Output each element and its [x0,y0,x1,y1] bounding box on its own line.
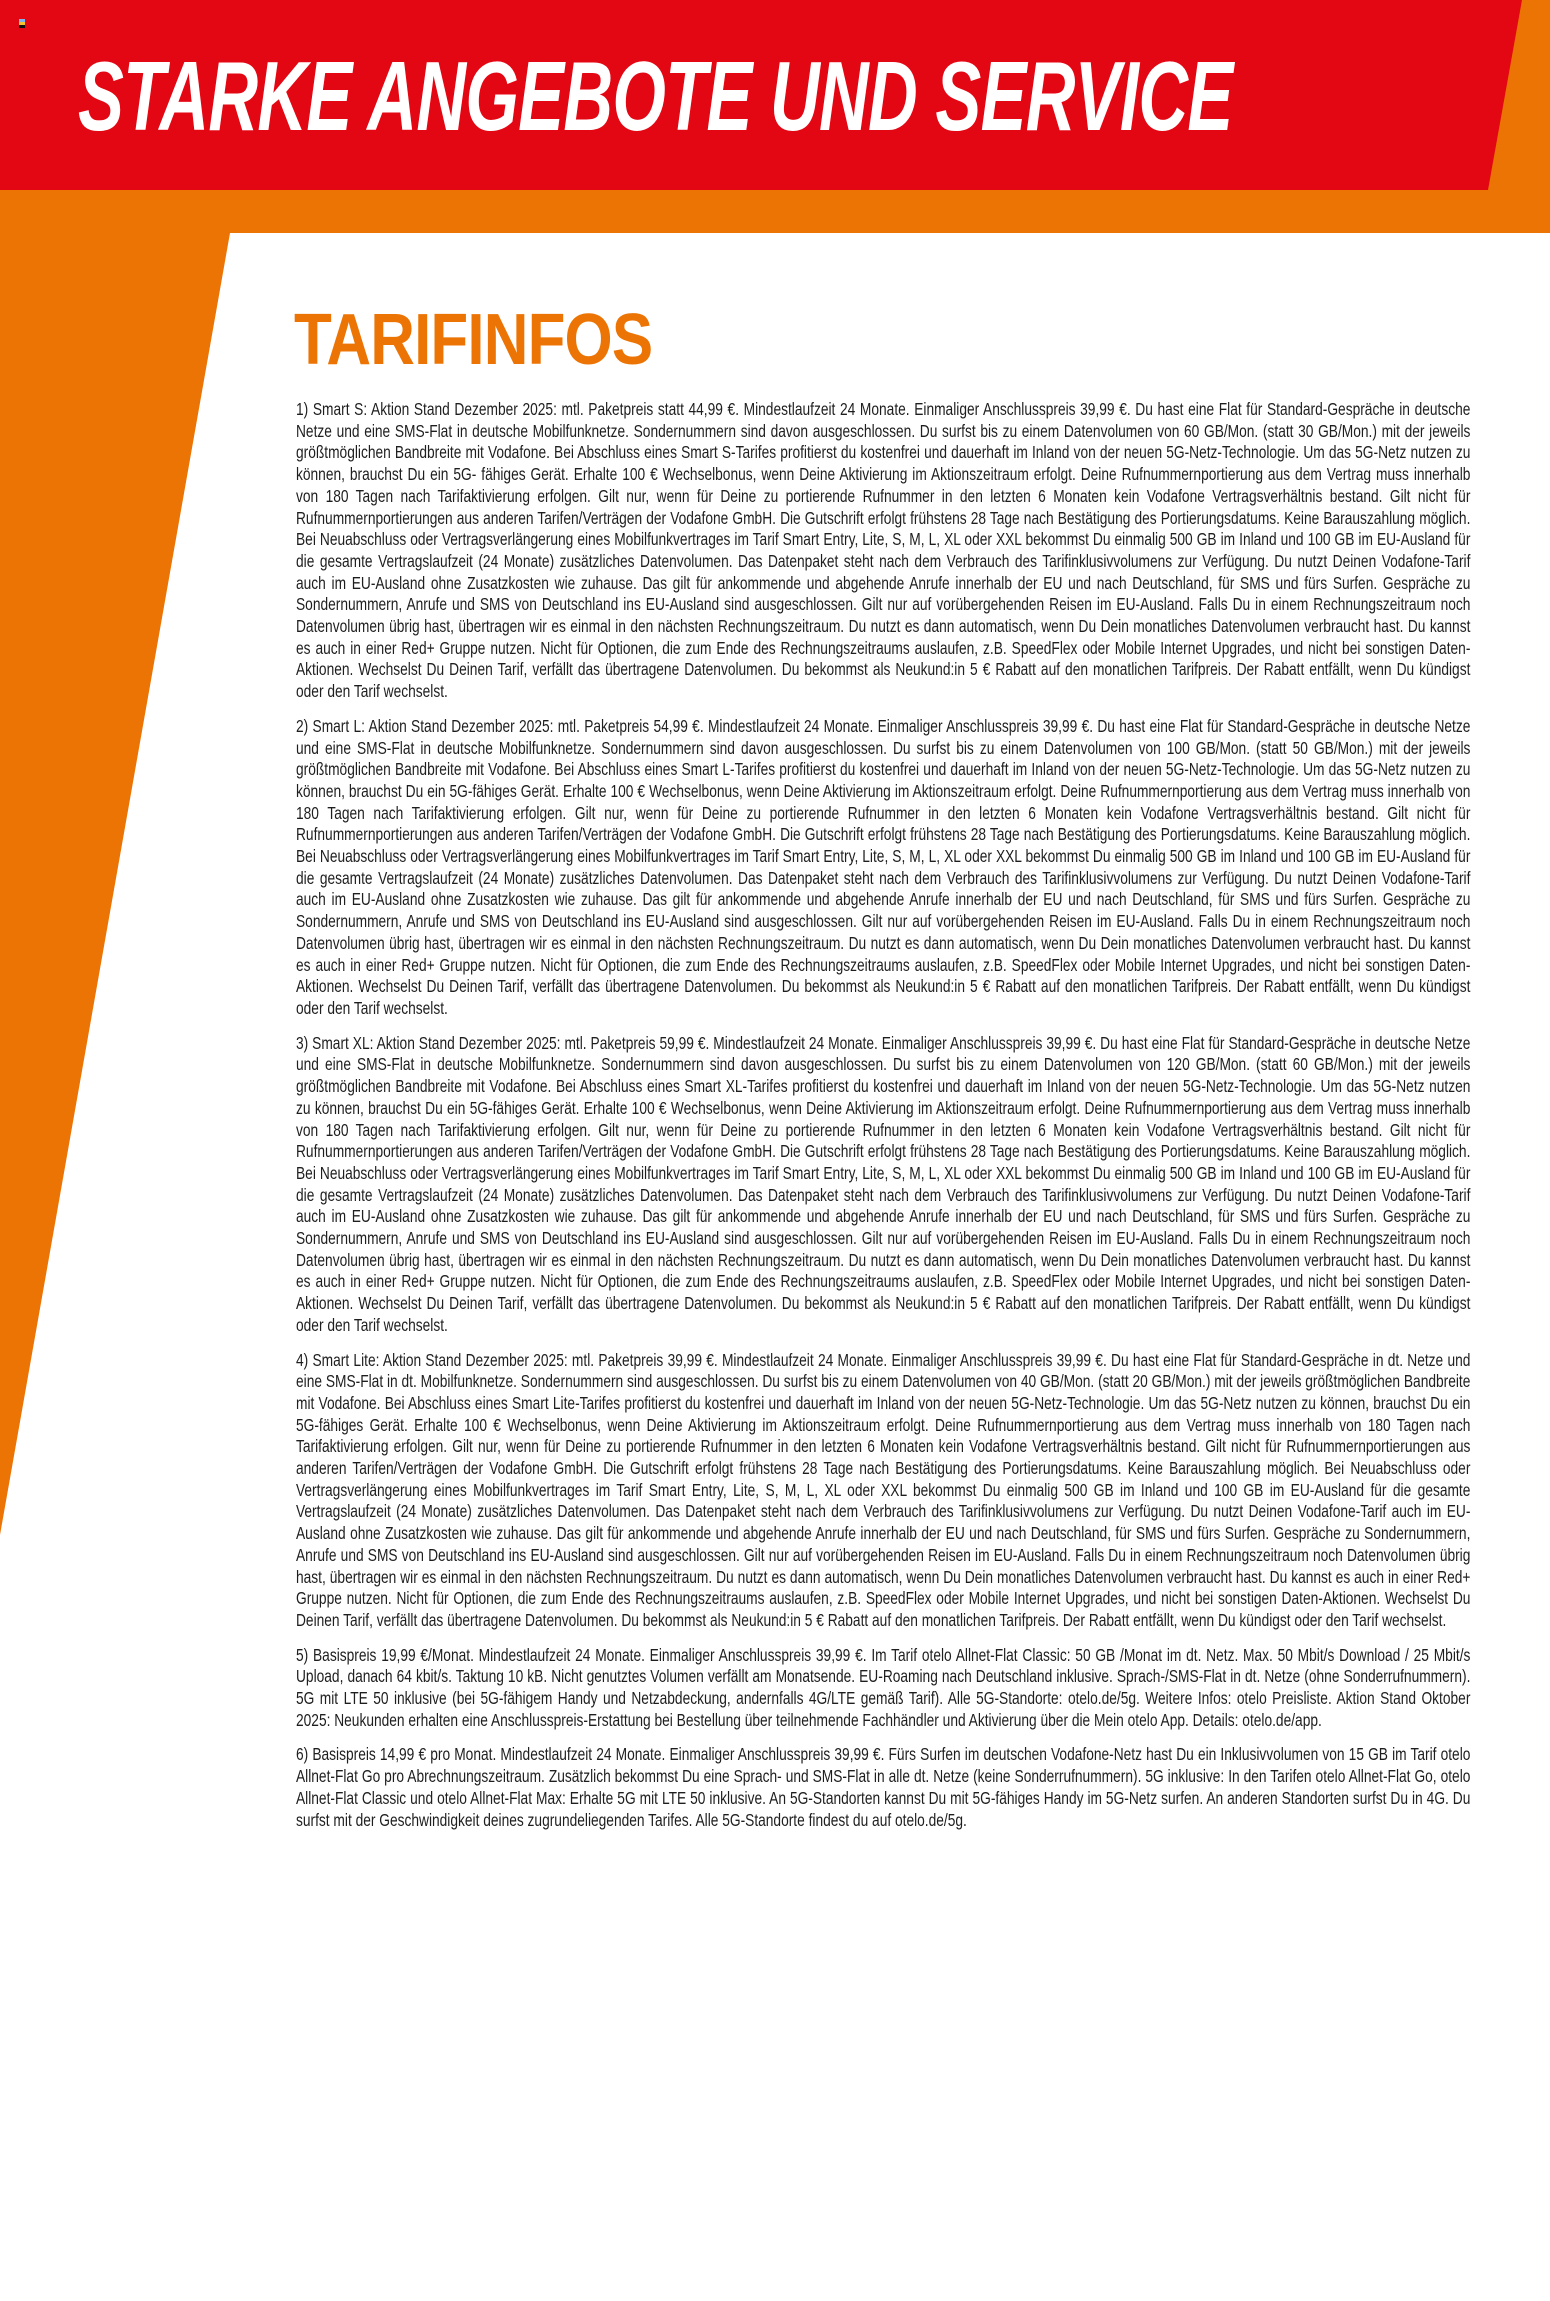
tariff-note-smart-l: 2) Smart L: Aktion Stand Dezember 2025: mtl. Paketpreis 54,99 €. Mindestlaufzeit 24 Monate. Einmaliger Anschlusspreis 39,99 €. Du hast eine Flat für Standard-Gespräche in deutsche Netze und eine SMS-Flat in deutsche Mobilfunknetze. Sondernummern sind davon ausgeschlossen. Du surfst bis zu einem Datenvolumen von 100 GB/Mon. (statt 50 GB/Mon.) mit der jeweils größtmöglichen Bandbreite mit Vodafone. Bei Abschluss eines Smart L-Tarifes profitierst du kostenfrei und dauerhaft im Inland von der neuen 5G-Netz-Technologie. Um das 5G-Netz nutzen zu können, brauchst Du ein 5G-fähiges Gerät. Erhalte 100 € Wechselbonus, wenn Deine Aktivierung im Aktionszeitraum erfolgt. Deine Rufnummernportierung aus dem Vertrag muss innerhalb von 180 Tagen nach Tarifaktivierung erfolgen. Gilt nur, wenn für Deine zu portierende Rufnummer in den letzten 6 Monaten kein Vodafone Vertragsverhältnis bestand. Gilt nicht für Rufnummernportierungen aus anderen Tarifen/Verträgen der Vodafone GmbH. Die Gutschrift erfolgt frühstens 28 Tage nach Bestätigung des Portierungsdatums. Keine Barauszahlung möglich. Bei Neuabschluss oder Vertragsverlängerung eines Mobilfunkvertrages im Tarif Smart Entry, Lite, S, M, L, XL oder XXL bekommst Du einmalig 500 GB im Inland und 100 GB im EU-Ausland für die gesamte Vertragslaufzeit (24 Monate) zusätzliches Datenvolumen. Das Datenpaket steht nach dem Verbrauch des Tarifinklusivvolumens zur Verfügung. Du nutzt Deinen Vodafone-Tarif auch im EU-Ausland ohne Zusatzkosten wie zuhause. Das gilt für ankommende und abgehende Anrufe innerhalb der EU und nach Deutschland, für SMS und fürs Surfen. Gespräche zu Sondernummern, Anrufe und SMS von Deutschland ins EU-Ausland sind ausgeschlossen. Gilt nur auf vorübergehenden Reisen im EU-Ausland. Falls Du in einem Rechnungszeitraum noch Datenvolumen übrig hast, übertragen wir es einmal in den nächsten Rechnungszeitraum. Du nutzt es dann automatisch, wenn Du Dein monatliches Datenvolumen verbraucht hast. Du kannst es auch in einer Red+ Gruppe nutzen. Nicht für Optionen, die zum Ende des Rechnungszeitraums auslaufen, z.B. SpeedFlex oder Mobile Internet Upgrades, und nicht bei sonstigen Daten-Aktionen. Wechselst Du Deinen Tarif, verfällt das übertragene Datenvolumen. Du bekommst als Neukund:in 5 € Rabatt auf den monatlichen Tarifpreis. Der Rabatt entfällt, wenn Du kündigst oder den Tarif wechselst. [296,715,1471,1018]
banner-headline: STARKE ANGEBOTE UND SERVICE [78,41,1233,151]
tariff-note-smart-s: 1) Smart S: Aktion Stand Dezember 2025: mtl. Paketpreis statt 44,99 €. Mindestlaufzeit 24 Monate. Einmaliger Anschlusspreis 39,99 €. Du hast eine Flat für Standard-Gespräche in deutsche Netze und eine SMS-Flat in deutsche Mobilfunknetze. Sondernummern sind davon ausgeschlossen. Du surfst bis zu einem Datenvolumen von 60 GB/Mon. (statt 30 GB/Mon.) mit der jeweils größtmöglichen Bandbreite mit Vodafone. Bei Abschluss eines Smart S-Tarifes profitierst du kostenfrei und dauerhaft im Inland von der neuen 5G-Netz-Technologie. Um das 5G-Netz nutzen zu können, brauchst Du ein 5G- fähiges Gerät. Erhalte 100 € Wechselbonus, wenn Deine Aktivierung im Aktionszeitraum erfolgt. Deine Rufnummernportierung aus dem Vertrag muss innerhalb von 180 Tagen nach Tarifaktivierung erfolgen. Gilt nur, wenn für Deine zu portierende Rufnummer in den letzten 6 Monaten kein Vodafone Vertragsverhältnis bestand. Gilt nicht für Rufnummernportierungen aus anderen Tarifen/Verträgen der Vodafone GmbH. Die Gutschrift erfolgt frühstens 28 Tage nach Bestätigung des Portierungsdatums. Keine Barauszahlung möglich. Bei Neuabschluss oder Vertragsverlängerung eines Mobilfunkvertrages im Tarif Smart Entry, Lite, S, M, L, XL oder XXL bekommst Du einmalig 500 GB im Inland und 100 GB im EU-Ausland für die gesamte Vertragslaufzeit (24 Monate) zusätzliches Datenvolumen. Das Datenpaket steht nach dem Verbrauch des Tarifinklusivvolumens zur Verfügung. Du nutzt Deinen Vodafone-Tarif auch im EU-Ausland ohne Zusatzkosten wie zuhause. Das gilt für ankommende und abgehende Anrufe innerhalb der EU und nach Deutschland, für SMS und fürs Surfen. Gespräche zu Sondernummern, Anrufe und SMS von Deutschland ins EU-Ausland sind ausgeschlossen. Gilt nur auf vorübergehenden Reisen im EU-Ausland. Falls Du in einem Rechnungszeitraum noch Datenvolumen übrig hast, übertragen wir es einmal in den nächsten Rechnungszeitraum. Du nutzt es dann automatisch, wenn Du Dein monatliches Datenvolumen verbraucht hast. Du kannst es auch in einer Red+ Gruppe nutzen. Nicht für Optionen, die zum Ende des Rechnungszeitraums auslaufen, z.B. SpeedFlex oder Mobile Internet Upgrades, und nicht bei sonstigen Daten-Aktionen. Wechselst Du Deinen Tarif, verfällt das übertragene Datenvolumen. Du bekommst als Neukund:in 5 € Rabatt auf den monatlichen Tarifpreis. Der Rabatt entfällt, wenn Du kündigst oder den Tarif wechselst. [296,399,1471,702]
tariff-note-otelo-go: 6) Basispreis 14,99 € pro Monat. Mindestlaufzeit 24 Monate. Einmaliger Anschlusspreis 39,99 €. Fürs Surfen im deutschen Vodafone-Netz hast Du ein Inklusivvolumen von 15 GB im Tarif otelo Allnet-Flat Go pro Abrechnungszeitraum. Zusätzlich bekommst Du eine Sprach- und SMS-Flat in alle dt. Netze (keine Sonderrufnummern). 5G inklusive: In den Tarifen otelo Allnet-Flat Go, otelo Allnet-Flat Classic und otelo Allnet-Flat Max: Erhalte 5G mit LTE 50 inklusive. An 5G-Standorten kannst Du mit 5G-fähiges Handy im 5G-Netz surfen. An anderen Standorten surfst Du in 4G. Du surfst mit der Geschwindigkeit deines zugrundeliegenden Tarifes. Alle 5G-Standorte findest du auf otelo.de/5g. [296,1744,1471,1830]
tariff-note-otelo-classic: 5) Basispreis 19,99 €/Monat. Mindestlaufzeit 24 Monate. Einmaliger Anschlusspreis 39,99 €. Im Tarif otelo Allnet-Flat Classic: 50 GB /Monat im dt. Netz. Max. 50 Mbit/s Download / 25 Mbit/s Upload, danach 64 kbit/s. Taktung 10 kB. Nicht genutztes Volumen verfällt am Monatsende. EU-Roaming nach Deutschland inklusive. Sprach-/SMS-Flat in dt. Netze (ohne Sonderrufnummern). 5G mit LTE 50 inklusive (bei 5G-fähigem Handy und Netzabdeckung, andernfalls 4G/LTE gemäß Tarif). Alle 5G-Standorte: otelo.de/5g. Weitere Infos: otelo Preisliste. Aktion Stand Oktober 2025: Neukunden erhalten eine Anschlusspreis-Erstattung bei Bestellung über teilnehmende Fachhändler und Aktivierung über die Mein otelo App. Details: otelo.de/app. [296,1644,1471,1730]
tariff-note-smart-lite: 4) Smart Lite: Aktion Stand Dezember 2025: mtl. Paketpreis 39,99 €. Mindestlaufzeit 24 Monate. Einmaliger Anschlusspreis 39,99 €. Du hast eine Flat für Standard-Gespräche in dt. Netze und eine SMS-Flat in dt. Mobilfunknetze. Sondernummern sind ausgeschlossen. Du surfst bis zu einem Datenvolumen von 40 GB/Mon. (statt 20 GB/Mon.) mit der jeweils größtmöglichen Bandbreite mit Vodafone. Bei Abschluss eines Smart Lite-Tarifes profitierst du kostenfrei und dauerhaft im Inland von der neuen 5G-Netz-Technologie. Um das 5G-Netz nutzen zu können, brauchst Du ein 5G-fähiges Gerät. Erhalte 100 € Wechselbonus, wenn Deine Aktivierung im Aktionszeitraum erfolgt. Deine Rufnummernportierung aus dem Vertrag muss innerhalb von 180 Tagen nach Tarifaktivierung erfolgen. Gilt nur, wenn für Deine zu portierende Rufnummer in den letzten 6 Monaten kein Vodafone Vertragsverhältnis bestand. Gilt nicht für Rufnummernportierungen aus anderen Tarifen/Verträgen der Vodafone GmbH. Die Gutschrift erfolgt frühstens 28 Tage nach Bestätigung des Portierungsdatums. Keine Barauszahlung möglich. Bei Neuabschluss oder Vertragsverlängerung eines Mobilfunkvertrages im Tarif Smart Entry, Lite, S, M, L, XL oder XXL bekommst Du einmalig 500 GB im Inland und 100 GB im EU-Ausland für die gesamte Vertragslaufzeit (24 Monate) zusätzliches Datenvolumen. Das Datenpaket steht nach dem Verbrauch des Tarifinklusivvolumens zur Verfügung. Du nutzt Deinen Vodafone-Tarif auch im EU-Ausland ohne Zusatzkosten wie zuhause. Das gilt für ankommende und abgehende Anrufe innerhalb der EU und nach Deutschland, für SMS und fürs Surfen. Gespräche zu Sondernummern, Anrufe und SMS von Deutschland ins EU-Ausland sind ausgeschlossen. Gilt nur auf vorübergehenden Reisen im EU-Ausland. Falls Du in einem Rechnungszeitraum noch Datenvolumen übrig hast, übertragen wir es einmal in den nächsten Rechnungszeitraum. Du nutzt es dann automatisch, wenn Du Dein monatliches Datenvolumen verbraucht hast. Du kannst es auch in einer Red+ Gruppe nutzen. Nicht für Optionen, die zum Ende des Rechnungszeitraums auslaufen, z.B. SpeedFlex oder Mobile Internet Upgrades, und nicht bei sonstigen Daten-Aktionen. Wechselst Du Deinen Tarif, verfällt das übertragene Datenvolumen. Du bekommst als Neukund:in 5 € Rabatt auf den monatlichen Tarifpreis. Der Rabatt entfällt, wenn Du kündigst oder den Tarif wechselst. [296,1349,1471,1630]
registration-mark-icon [19,19,25,28]
section-title: TARIFINFOS [294,300,653,380]
tariff-note-smart-xl: 3) Smart XL: Aktion Stand Dezember 2025: mtl. Paketpreis 59,99 €. Mindestlaufzeit 24 Monate. Einmaliger Anschlusspreis 39,99 €. Du hast eine Flat für Standard-Gespräche in deutsche Netze und eine SMS-Flat in deutsche Mobilfunknetze. Sondernummern sind davon ausgeschlossen. Du surfst bis zu einem Datenvolumen von 120 GB/Mon. (statt 60 GB/Mon.) mit der jeweils größtmöglichen Bandbreite mit Vodafone. Bei Abschluss eines Smart XL-Tarifes profitierst du kostenfrei und dauerhaft im Inland von der neuen 5G-Netz-Technologie. Um das 5G-Netz nutzen zu können, brauchst Du ein 5G-fähiges Gerät. Erhalte 100 € Wechselbonus, wenn Deine Aktivierung im Aktionszeitraum erfolgt. Deine Rufnummernportierung aus dem Vertrag muss innerhalb von 180 Tagen nach Tarifaktivierung erfolgen. Gilt nur, wenn für Deine zu portierende Rufnummer in den letzten 6 Monaten kein Vodafone Vertragsverhältnis bestand. Gilt nicht für Rufnummernportierungen aus anderen Tarifen/Verträgen der Vodafone GmbH. Die Gutschrift erfolgt frühstens 28 Tage nach Bestätigung des Portierungsdatums. Keine Barauszahlung möglich. Bei Neuabschluss oder Vertragsverlängerung eines Mobilfunkvertrages im Tarif Smart Entry, Lite, S, M, L, XL oder XXL bekommst Du einmalig 500 GB im Inland und 100 GB im EU-Ausland für die gesamte Vertragslaufzeit (24 Monate) zusätzliches Datenvolumen. Das Datenpaket steht nach dem Verbrauch des Tarifinklusivvolumens zur Verfügung. Du nutzt Deinen Vodafone-Tarif auch im EU-Ausland ohne Zusatzkosten wie zuhause. Das gilt für ankommende und abgehende Anrufe innerhalb der EU und nach Deutschland, für SMS und fürs Surfen. Gespräche zu Sondernummern, Anrufe und SMS von Deutschland ins EU-Ausland sind ausgeschlossen. Gilt nur auf vorübergehenden Reisen im EU-Ausland. Falls Du in einem Rechnungszeitraum noch Datenvolumen übrig hast, übertragen wir es einmal in den nächsten Rechnungszeitraum. Du nutzt es dann automatisch, wenn Du Dein monatliches Datenvolumen verbraucht hast. Du kannst es auch in einer Red+ Gruppe nutzen. Nicht für Optionen, die zum Ende des Rechnungszeitraums auslaufen, z.B. SpeedFlex oder Mobile Internet Upgrades, und nicht bei sonstigen Daten-Aktionen. Wechselst Du Deinen Tarif, verfällt das übertragene Datenvolumen. Du bekommst als Neukund:in 5 € Rabatt auf den monatlichen Tarifpreis. Der Rabatt entfällt, wenn Du kündigst oder den Tarif wechselst. [296,1032,1471,1335]
tariff-notes [296,399,1470,1844]
